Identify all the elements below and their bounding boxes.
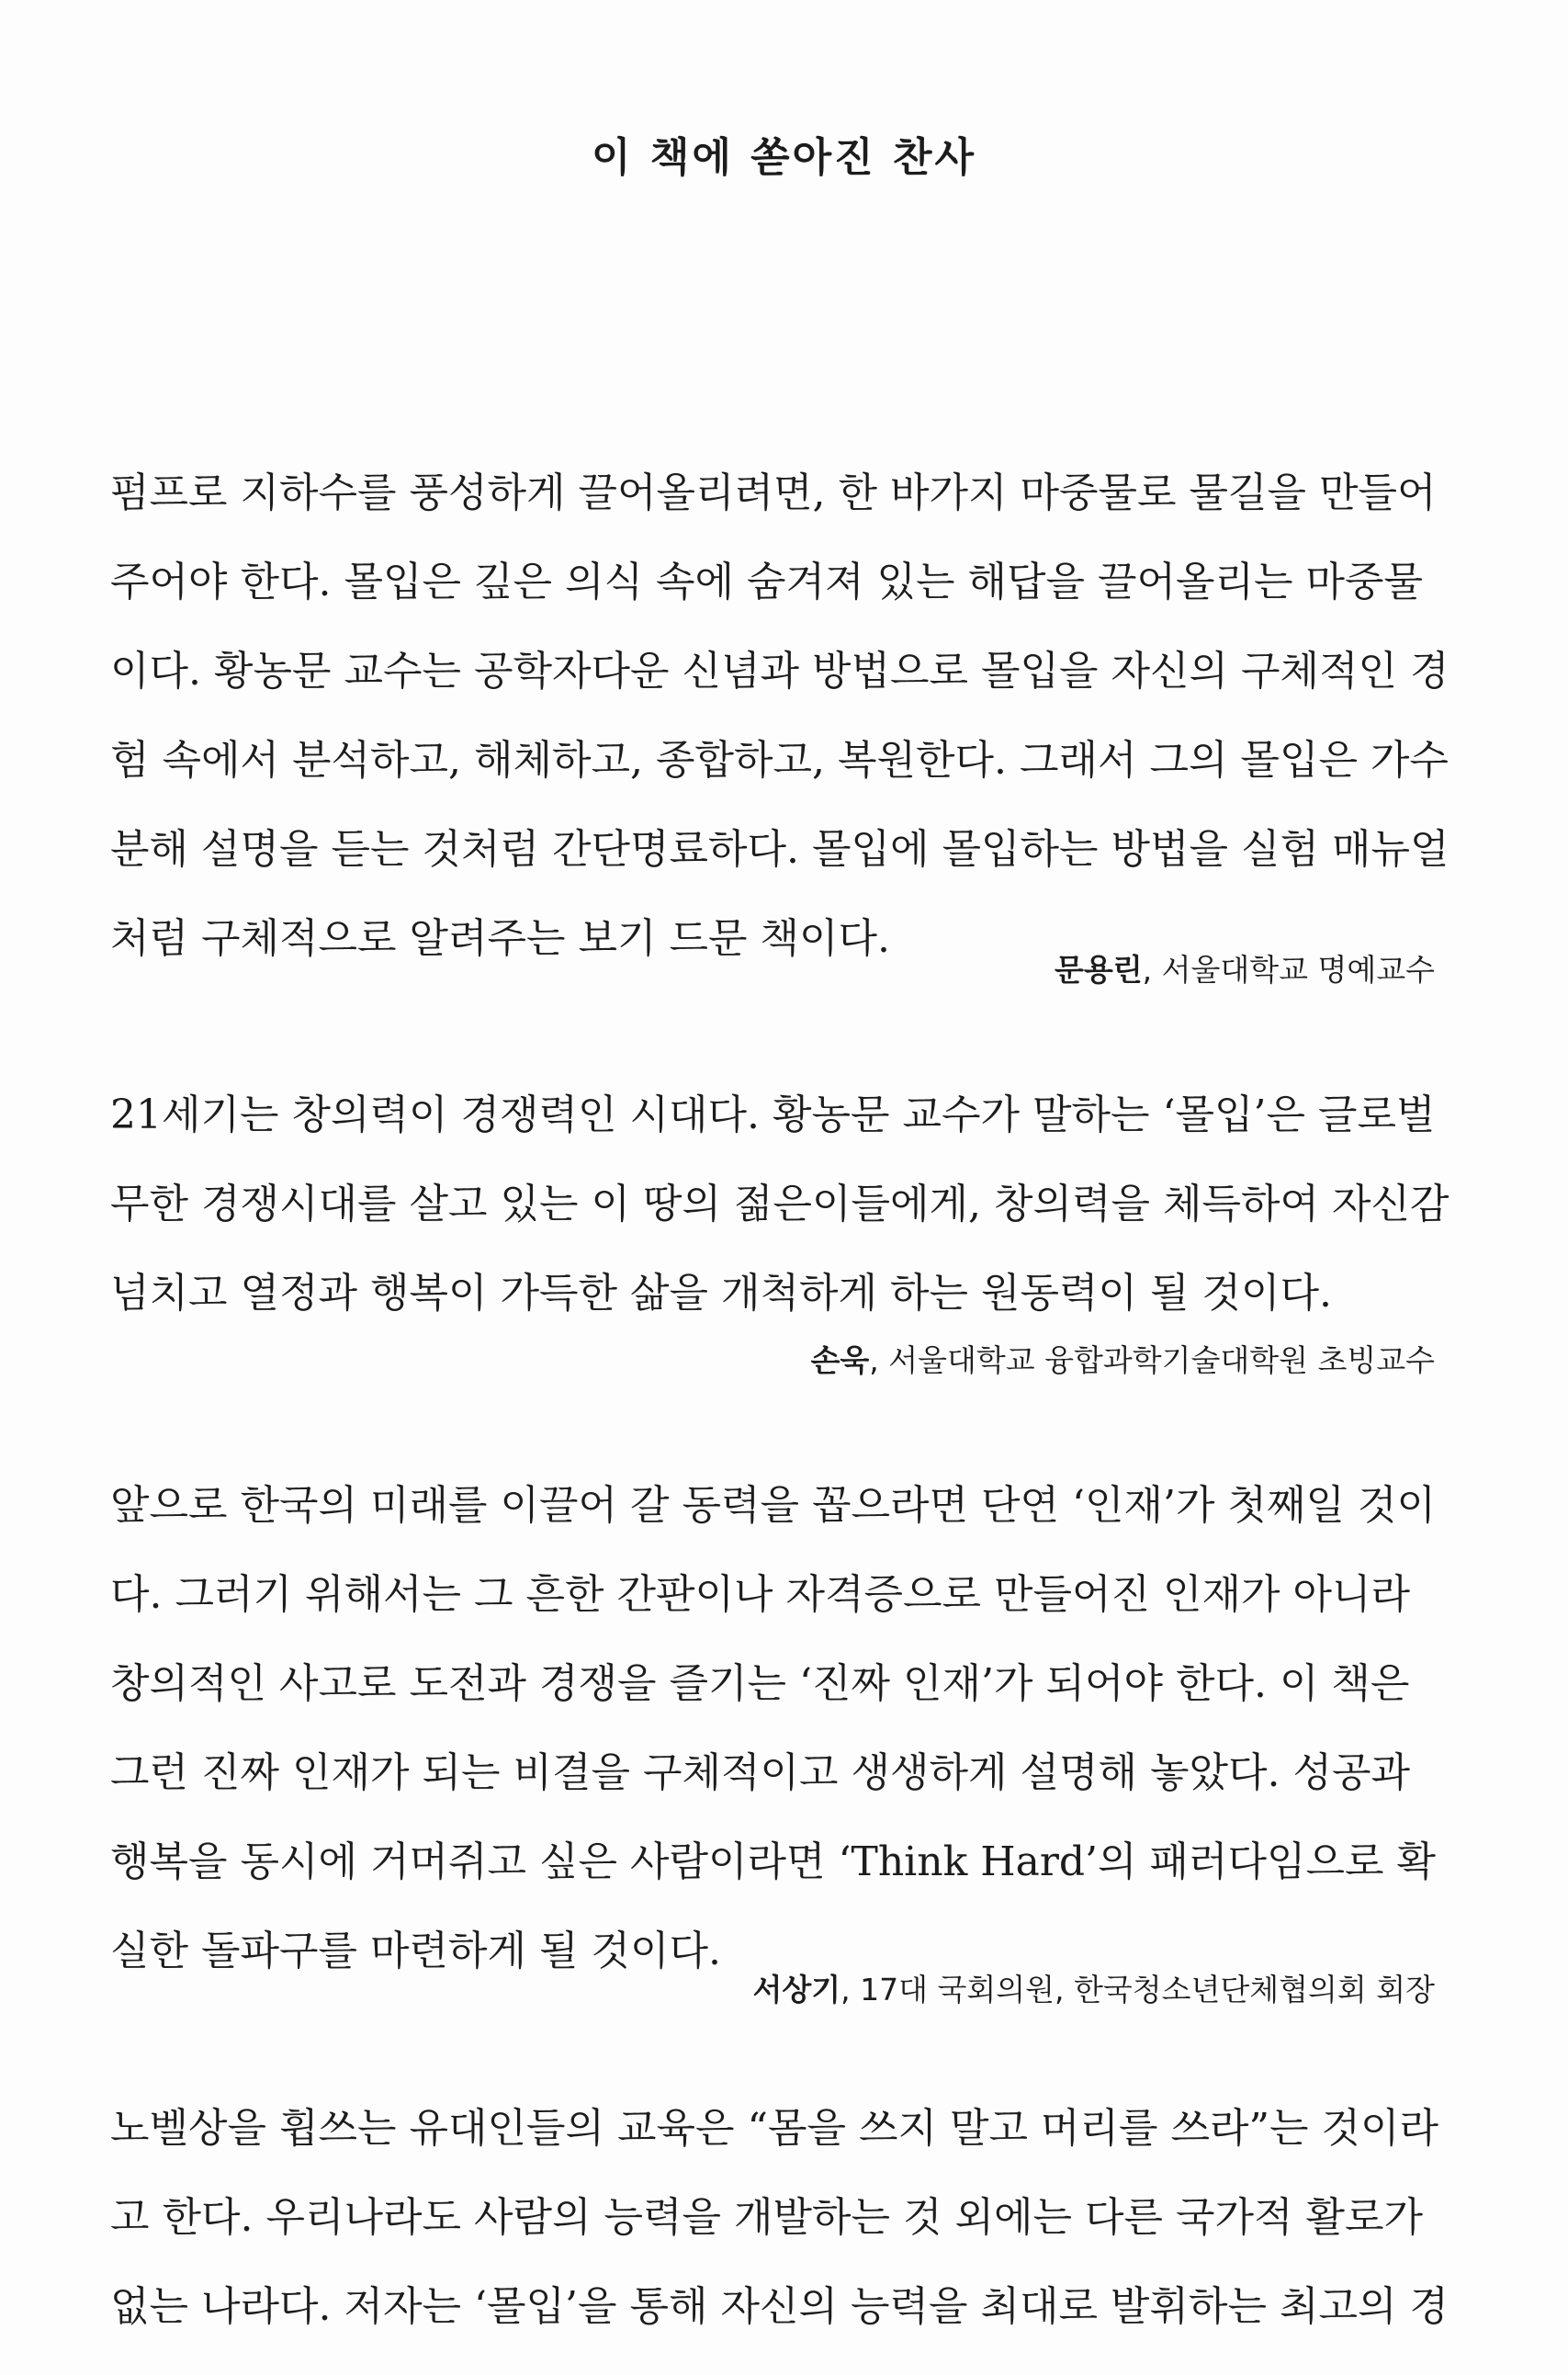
author-affiliation: , 17대 국회의원, 한국청소년단체협의회 회장 bbox=[840, 1972, 1435, 2007]
text-line: 창의적인 사고로 도전과 경쟁을 즐기는 ‘진짜 인재’가 되어야 한다. 이 책은 bbox=[110, 1660, 1410, 1707]
blurb-2-attribution bbox=[810, 1337, 1435, 1380]
text-line: 고 한다. 우리나라도 사람의 능력을 개발하는 것 외에는 다른 국가적 활로가 bbox=[110, 2194, 1423, 2241]
author-affiliation: , 서울대학교 융합과학기술대학원 초빙교수 bbox=[869, 1342, 1435, 1378]
text-line: 앞으로 한국의 미래를 이끌어 갈 동력을 꼽으라면 단연 ‘인재’가 첫째일 것이 bbox=[110, 1482, 1436, 1529]
text-line: 분해 설명을 듣는 것처럼 간단명료하다. 몰입에 몰입하는 방법을 실험 매뉴얼 bbox=[110, 826, 1450, 873]
text-line: 21세기는 창의력이 경쟁력인 시대다. 황농문 교수가 말하는 ‘몰입’은 글로벌 bbox=[110, 1091, 1436, 1138]
author-name: 서상기 bbox=[752, 1972, 841, 2007]
text-line: 없는 나라다. 저자는 ‘몰입’을 통해 자신의 능력을 최대로 발휘하는 최고의 경 bbox=[110, 2283, 1449, 2330]
blurb-2-text bbox=[110, 1070, 1450, 1338]
text-line: 펌프로 지하수를 풍성하게 끌어올리려면, 한 바가지 마중물로 물길을 만들어 bbox=[110, 469, 1437, 516]
blurb-1-attribution bbox=[1055, 946, 1435, 990]
author-name: 손욱 bbox=[810, 1342, 870, 1378]
blurb-4-text bbox=[110, 2084, 1449, 2351]
blurb-3-text bbox=[110, 1461, 1442, 1996]
text-line: 노벨상을 휩쓰는 유대인들의 교육은 “몸을 쓰지 말고 머리를 쓰라”는 것이라 bbox=[110, 2105, 1438, 2152]
text-line: 그런 진짜 인재가 되는 비결을 구체적이고 생생하게 설명해 놓았다. 성공과 bbox=[110, 1749, 1410, 1796]
text-line: 다. 그러기 위해서는 그 흔한 간판이나 자격증으로 만들어진 인재가 아니라 bbox=[110, 1571, 1410, 1618]
text-line: 무한 경쟁시대를 살고 있는 이 땅의 젊은이들에게, 창의력을 체득하여 자신감 bbox=[110, 1181, 1450, 1227]
author-affiliation: , 서울대학교 명예교수 bbox=[1142, 952, 1435, 988]
text-line: 넘치고 열정과 행복이 가득한 삶을 개척하게 하는 원동력이 될 것이다. bbox=[110, 1270, 1332, 1317]
author-name: 문용린 bbox=[1054, 952, 1143, 988]
text-line: 처럼 구체적으로 알려주는 보기 드문 책이다. bbox=[110, 915, 890, 962]
text-line: 험 속에서 분석하고, 해체하고, 종합하고, 복원한다. 그래서 그의 몰입은 가수 bbox=[110, 737, 1449, 784]
blurb-1-text bbox=[110, 448, 1450, 983]
text-line: 행복을 동시에 거머쥐고 싶은 사람이라면 ‘Think Hard’의 패러다임으로 확 bbox=[110, 1838, 1437, 1885]
page-title: 이 책에 쏟아진 찬사 bbox=[592, 134, 976, 181]
text-line: 이다. 황농문 교수는 공학자다운 신념과 방법으로 몰입을 자신의 구체적인 경 bbox=[110, 648, 1450, 695]
text-line: 실한 돌파구를 마련하게 될 것이다. bbox=[110, 1928, 721, 1974]
text-line: 주어야 한다. 몰입은 깊은 의식 속에 숨겨져 있는 해답을 끌어올리는 마중물 bbox=[110, 559, 1423, 605]
blurb-3-attribution bbox=[753, 1966, 1436, 2009]
